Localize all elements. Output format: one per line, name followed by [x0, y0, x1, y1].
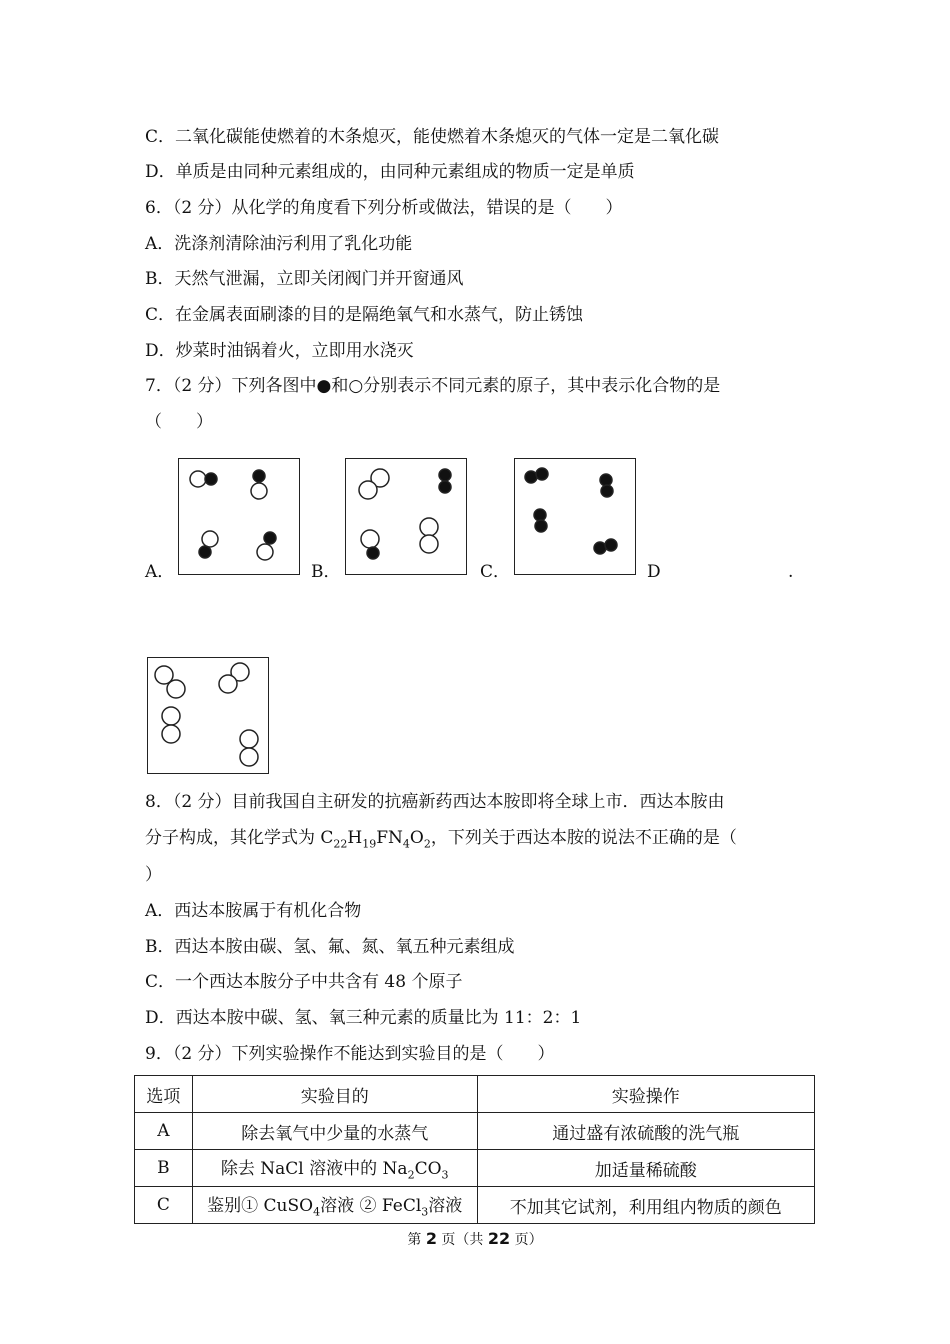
- table-row: [135, 1113, 815, 1150]
- page-total: 22: [487, 1229, 511, 1248]
- q7-box-c: [514, 458, 636, 575]
- question-5c: C．二氧化碳能使燃着的木条熄灭，能使燃着木条熄灭的气体一定是二氧化碳: [145, 127, 720, 147]
- question-6d: D．炒菜时油锅着火，立即用水浇灭: [145, 341, 414, 361]
- question-6b: B．天然气泄漏，立即关闭阀门并开窗通风: [145, 269, 464, 289]
- row-goal: 除去 NaCl 溶液中的 $Na_2CO_3$: [192, 1150, 477, 1187]
- question-6c: C．在金属表面刷漆的目的是隔绝氧气和水蒸气，防止锈蚀: [145, 305, 584, 325]
- question-6: 6．（2 分）从化学的角度看下列分析或做法，错误的是（ ）: [145, 198, 623, 218]
- question-8a: A．西达本胺属于有机化合物: [145, 901, 362, 921]
- question-6a: A．洗涤剂清除油污利用了乳化功能: [145, 234, 413, 254]
- molecule-diagram-a: [179, 459, 299, 574]
- question-5d: D．单质是由同种元素组成的，由同种元素组成的物质一定是单质: [145, 162, 635, 182]
- row-option: A: [135, 1113, 193, 1150]
- q7-box-d: [147, 657, 269, 774]
- q7-label-a: A．: [145, 562, 175, 582]
- experiment-table: [134, 1075, 815, 1224]
- q7-box-b: [345, 458, 467, 575]
- question-8-line2: [145, 827, 737, 855]
- question-8b: B．西达本胺由碳、氢、氟、氮、氧五种元素组成: [145, 937, 515, 957]
- q7-period: .: [788, 562, 794, 582]
- table-row: [135, 1187, 815, 1224]
- row-operation: 通过盛有浓硫酸的洗气瓶: [477, 1113, 814, 1150]
- row-operation: 不加其它试剂，利用组内物质的颜色: [477, 1187, 814, 1224]
- header-goal: 实验目的: [192, 1076, 477, 1113]
- question-8-line3: ）: [145, 865, 162, 885]
- page-footer: 第 2 页（共 22 页）: [407, 1229, 543, 1248]
- table-header-row: [135, 1076, 815, 1113]
- row-option: C: [135, 1187, 193, 1224]
- question-8-line1: 8．（2 分）目前我国自主研发的抗癌新药西达本胺即将全球上市．西达本胺由: [145, 792, 725, 812]
- q8-text-pre: 分子构成，其化学式为: [145, 828, 321, 848]
- header-option: 选项: [135, 1076, 193, 1113]
- chemical-formula: $C_{22}H_{19}FN_4O_2$: [320, 828, 431, 851]
- q7-label-d: D: [647, 562, 661, 582]
- row-operation: 加适量稀硫酸: [477, 1150, 814, 1187]
- q7-label-b: B．: [311, 562, 341, 582]
- molecule-diagram-b: [346, 459, 466, 574]
- header-operation: 实验操作: [477, 1076, 814, 1113]
- row-option: B: [135, 1150, 193, 1187]
- question-7-paren: （ ）: [145, 412, 213, 432]
- q8-text-post: ，下列关于西达本胺的说法不正确的是（: [430, 828, 737, 848]
- molecule-diagram-c: [515, 459, 635, 574]
- q7-label-c: C．: [480, 562, 511, 582]
- question-9: 9．（2 分）下列实验操作不能达到实验目的是（ ）: [145, 1044, 555, 1064]
- question-7: 7．（2 分）下列各图中●和○分别表示不同元素的原子，其中表示化合物的是: [145, 376, 721, 396]
- row-goal: 除去氧气中少量的水蒸气: [192, 1113, 477, 1150]
- question-8c: C．一个西达本胺分子中共含有 48 个原子: [145, 972, 463, 992]
- table-row: [135, 1150, 815, 1187]
- row-goal: 鉴别① CuSO$_4$溶液 ② FeCl$_3$溶液: [192, 1187, 477, 1224]
- question-8d: D．西达本胺中碳、氢、氧三种元素的质量比为 11：2：1: [145, 1008, 582, 1028]
- page-number: 2: [425, 1229, 437, 1248]
- q7-box-a: [178, 458, 300, 575]
- molecule-diagram-d: [148, 658, 268, 773]
